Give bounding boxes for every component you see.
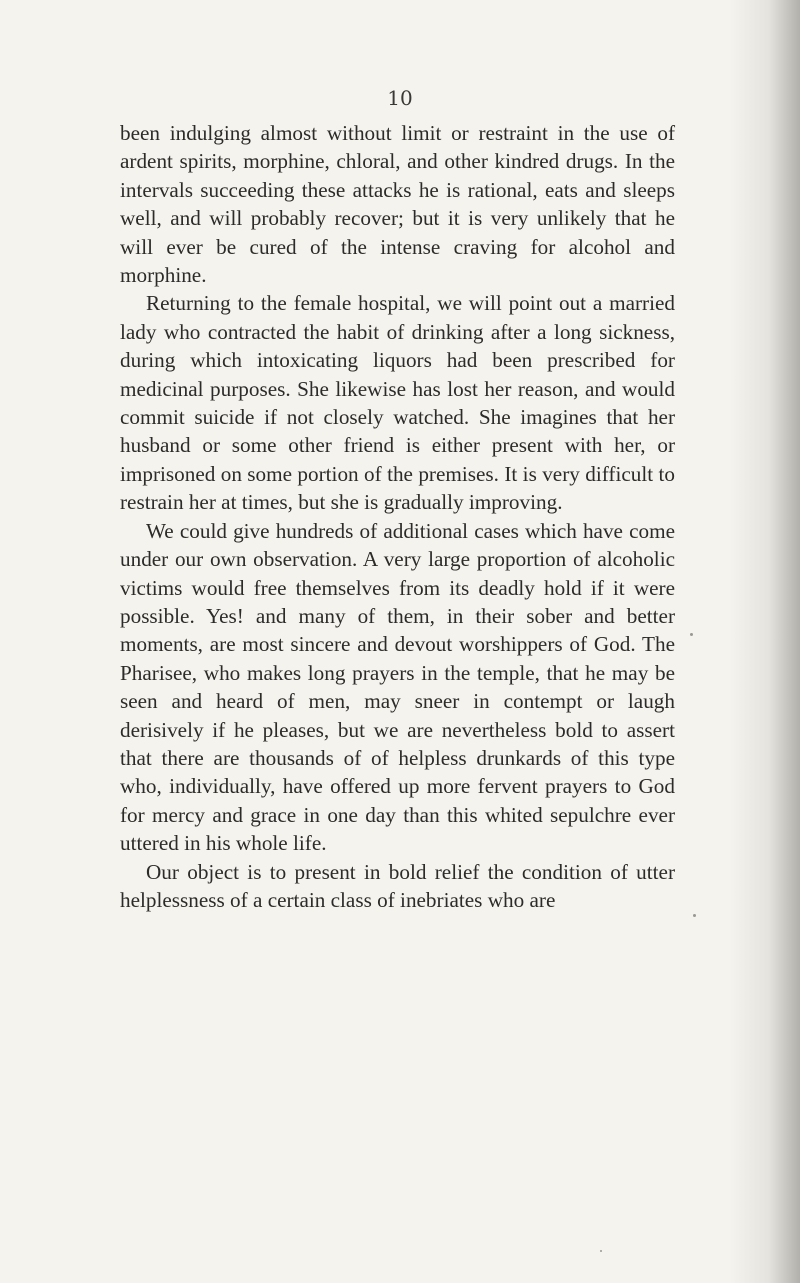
paragraph-3: We could give hundreds of additional cases which have come under our own observation. A very large proportion of alcoholic victims would free themselves from its deadly hold if it were possible. Yes! and many of them, in their sober and better moments, are most sincere and devout worshippers of God. The Pharisee, who makes long prayers in the temple, that he may be seen and heard of men, may sneer in contempt or laugh derisively if he pleases, but we are nevertheless bold to assert that there are thousands of of helpless drunkards of this type who, individually, have offered up more fervent prayers to God for mercy and grace in one day than this whited sepulchre ever uttered in his whole life.	[120, 518, 675, 856]
paragraph-1: been indulging almost without limit or restraint in the use of ardent spirits, morphine, chloral, and other kindred drugs. In the intervals succeeding these attacks he is rational, eats and sleeps well, and will probably recover; but it is very unlikely that he will ever be cured of the intense craving for alcohol and morphine.	[120, 121, 675, 288]
scan-speck	[690, 633, 693, 636]
page-edge-shadow	[730, 0, 800, 1283]
body-text	[120, 119, 675, 914]
scan-speck	[600, 1250, 602, 1252]
paragraph-4: Our object is to present in bold relief the condition of utter helplessness of a certain class of inebriates who are	[120, 859, 675, 912]
paragraph-2: Returning to the female hospital, we will point out a married lady who contracted the habit of drinking after a long sickness, during which intoxicating liquors had been prescribed for medicinal purposes. She likewise has lost her reason, and would commit suicide if not closely watched. She imagines that her husband or some other friend is either present with her, or imprisoned on some portion of the premises. It is very difficult to restrain her at times, but she is gradually improving.	[120, 291, 675, 515]
scan-speck	[693, 914, 696, 917]
page-number: 10	[387, 86, 413, 110]
